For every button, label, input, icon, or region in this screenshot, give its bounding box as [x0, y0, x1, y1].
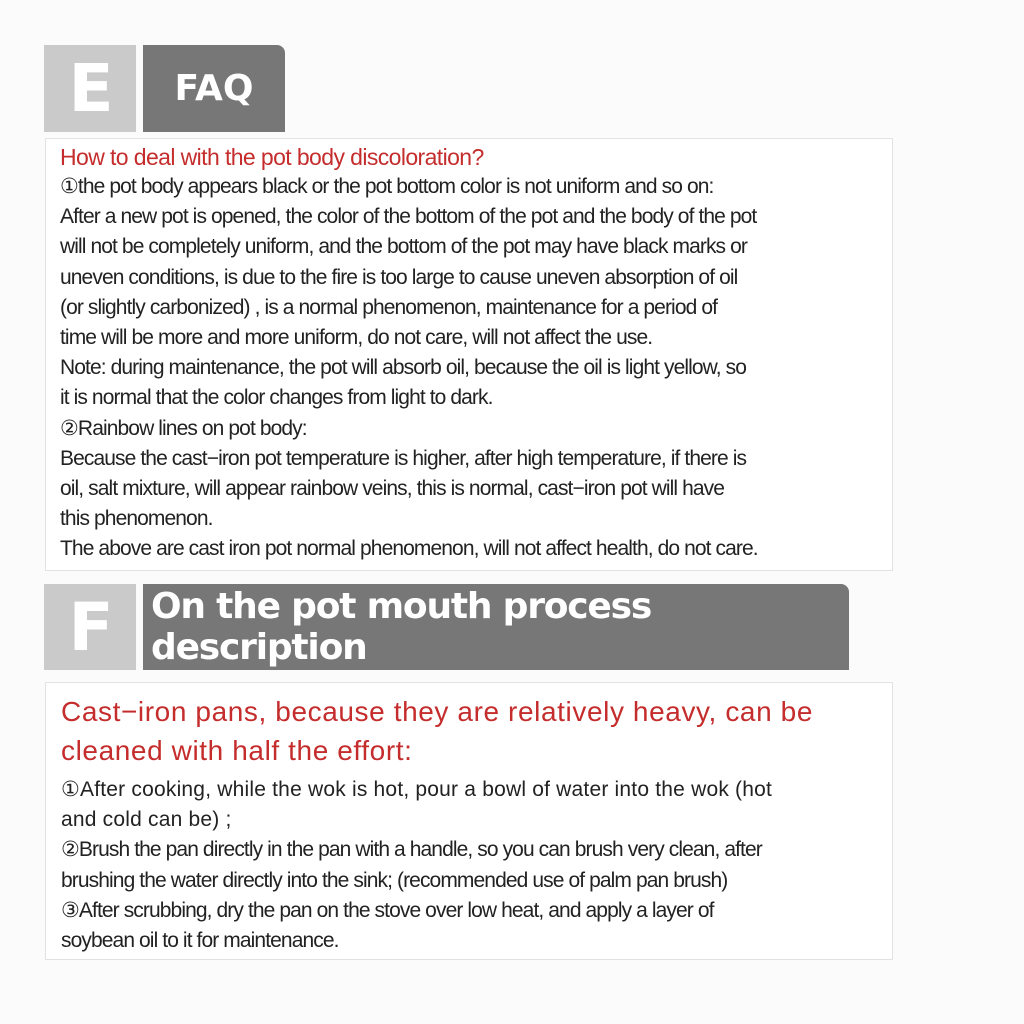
section-f-line: brushing the water directly into the sink; (recommended use of palm pan brush) [61, 868, 728, 892]
section-e-line: (or slightly carbonized) , is a normal phenomenon, maintenance for a period of [60, 295, 718, 319]
section-e-line: The above are cast iron pot normal phenomenon, will not affect health, do not care. [60, 537, 758, 561]
section-e-line: ①the pot body appears black or the pot bottom color is not uniform and so on: [60, 175, 714, 198]
section-e-line: ②Rainbow lines on pot body: [60, 416, 307, 440]
section-f-question-line: Cast−iron pans, because they are relatively heavy, can be [61, 696, 813, 727]
section-e-letter: E [44, 45, 136, 132]
section-f-letter: F [44, 584, 136, 670]
section-e-line: Because the cast−iron pot temperature is higher, after high temperature, if there is [60, 446, 747, 470]
section-e-header [44, 45, 285, 132]
section-e-line: Note: during maintenance, the pot will absorb oil, because the oil is light yellow, so [60, 356, 747, 380]
section-f-question-line: cleaned with half the effort: [61, 735, 413, 766]
section-e-line: After a new pot is opened, the color of the bottom of the pot and the body of the pot [60, 205, 757, 229]
section-e-question: How to deal with the pot body discoloration? [60, 144, 484, 170]
section-e-line: will not be completely uniform, and the bottom of the pot may have black marks or [60, 235, 747, 259]
section-e-line: time will be more and more uniform, do not care, will not affect the use. [60, 326, 653, 350]
section-f-panel [45, 682, 893, 960]
section-e-line: uneven conditions, is due to the fire is too large to cause uneven absorption of oil [60, 265, 738, 289]
section-e-line: this phenomenon. [60, 507, 213, 531]
section-e-line: oil, salt mixture, will appear rainbow veins, this is normal, cast−iron pot will have [60, 477, 725, 501]
section-f-body [61, 775, 892, 956]
section-f-header [44, 584, 849, 670]
section-f-title: On the pot mouth process description [143, 584, 849, 670]
section-e-panel [45, 138, 893, 571]
section-f-line: ②Brush the pan directly in the pan with a handle, so you can brush very clean, after [61, 838, 762, 862]
section-e-body [60, 172, 892, 565]
section-e-title: FAQ [143, 45, 285, 132]
section-f-line: ①After cooking, while the wok is hot, pour a bowl of water into the wok (hot [61, 778, 773, 801]
section-f-line: soybean oil to it for maintenance. [61, 929, 339, 953]
section-f-line: ③After scrubbing, dry the pan on the stove over low heat, and apply a layer of [61, 898, 714, 922]
section-f-line: and cold can be) ; [61, 808, 232, 832]
section-e-line: it is normal that the color changes from light to dark. [60, 386, 493, 410]
